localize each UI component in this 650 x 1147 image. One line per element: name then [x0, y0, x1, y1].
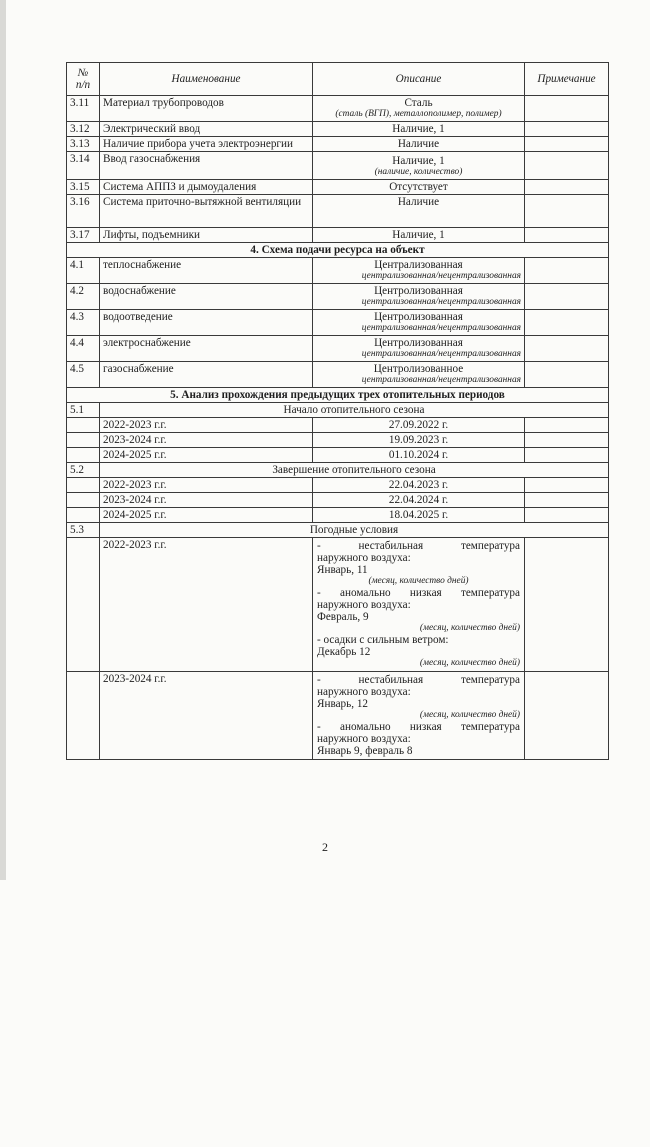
- table-row: [67, 137, 609, 152]
- subsection-title: Завершение отопительного сезона: [100, 463, 609, 478]
- row-value-cell: [313, 258, 525, 284]
- table-row: [67, 258, 609, 284]
- weather-cell: [313, 538, 525, 672]
- table-row: [67, 433, 609, 448]
- row-note: [525, 310, 609, 336]
- row-note: [525, 137, 609, 152]
- row-value: Центролизованное: [373, 363, 464, 375]
- row-note: [525, 508, 609, 523]
- row-num: 4.2: [67, 284, 100, 310]
- row-note: [525, 336, 609, 362]
- row-date: 18.04.2025 г.: [313, 508, 525, 523]
- header-desc: Описание: [313, 63, 525, 96]
- row-note: [525, 195, 609, 228]
- row-num: 4.3: [67, 310, 100, 336]
- row-value: Центролизованная: [374, 285, 463, 297]
- row-name: водоснабжение: [100, 284, 313, 310]
- section-4-title: 4. Схема подачи ресурса на объект: [67, 243, 609, 258]
- row-name: Наличие прибора учета электроэнергии: [100, 137, 313, 152]
- row-num: 4.1: [67, 258, 100, 284]
- row-note: [525, 418, 609, 433]
- row-num: 3.13: [67, 137, 100, 152]
- row-num: 3.11: [67, 96, 100, 122]
- row-name: теплоснабжение: [100, 258, 313, 284]
- row-hint: централизованная/нецентрализованная: [361, 271, 521, 281]
- row-hint: (сталь (ВГП), металлополимер, полимер): [335, 109, 502, 119]
- weather-hint: (месяц, количество дней): [368, 576, 469, 586]
- table-row: [67, 195, 609, 228]
- row-date: 27.09.2022 г.: [313, 418, 525, 433]
- subsection-title: Начало отопительного сезона: [100, 403, 609, 418]
- row-name: водоотведение: [100, 310, 313, 336]
- row-value-cell: [313, 96, 525, 122]
- row-note: [525, 362, 609, 388]
- row-period: 2023-2024 г.г.: [100, 672, 313, 760]
- weather-value: Январь, 12: [317, 698, 369, 710]
- table-row: [67, 228, 609, 243]
- table-row: [67, 284, 609, 310]
- row-value: Наличие, 1: [313, 122, 525, 137]
- subsection-row: [67, 463, 609, 478]
- row-num: [67, 448, 100, 463]
- row-value-cell: [313, 336, 525, 362]
- row-period: 2024-2025 г.г.: [100, 448, 313, 463]
- row-num: 4.4: [67, 336, 100, 362]
- row-period: 2024-2025 г.г.: [100, 508, 313, 523]
- weather-value: Февраль, 9: [317, 611, 369, 623]
- row-name: Система АППЗ и дымоудаления: [100, 180, 313, 195]
- row-note: [525, 152, 609, 180]
- row-num: [67, 508, 100, 523]
- row-value: Центролизованная: [374, 311, 463, 323]
- row-num: 3.15: [67, 180, 100, 195]
- row-num: [67, 672, 100, 760]
- weather-cell: [313, 672, 525, 760]
- weather-line: - аномально низкая температура: [317, 587, 520, 599]
- table-row: [67, 448, 609, 463]
- section-heading-row: [67, 388, 609, 403]
- row-value-cell: [313, 310, 525, 336]
- table-row: [67, 96, 609, 122]
- weather-value: Январь, 11: [317, 564, 368, 576]
- table-row: [67, 310, 609, 336]
- section-5-title: 5. Анализ прохождения предыдущих трех отопительных периодов: [67, 388, 609, 403]
- row-value: Наличие: [313, 137, 525, 152]
- weather-line: - нестабильная температура: [317, 674, 520, 686]
- row-num: 3.14: [67, 152, 100, 180]
- row-period: 2022-2023 г.г.: [100, 538, 313, 672]
- weather-value: Январь 9, февраль 8: [317, 745, 413, 757]
- row-num: 5.3: [67, 523, 100, 538]
- row-date: 22.04.2024 г.: [313, 493, 525, 508]
- subsection-title: Погодные условия: [100, 523, 609, 538]
- weather-hint: (месяц, количество дней): [419, 623, 520, 633]
- row-value: Отсутствует: [313, 180, 525, 195]
- row-name: Ввод газоснабжения: [100, 152, 313, 180]
- row-period: 2022-2023 г.г.: [100, 478, 313, 493]
- table-row: [67, 493, 609, 508]
- row-name: Материал трубопроводов: [100, 96, 313, 122]
- table-row: [67, 152, 609, 180]
- row-name: Система приточно-вытяжной вентиляции: [100, 195, 313, 228]
- row-value: Наличие, 1: [313, 228, 525, 243]
- weather-line: наружного воздуха:: [317, 552, 411, 564]
- row-num: 3.12: [67, 122, 100, 137]
- weather-line: наружного воздуха:: [317, 599, 411, 611]
- header-note: Примечание: [525, 63, 609, 96]
- table-row: [67, 508, 609, 523]
- row-date: 01.10.2024 г.: [313, 448, 525, 463]
- row-value-cell: [313, 362, 525, 388]
- weather-line: - нестабильная температура: [317, 540, 520, 552]
- row-note: [525, 284, 609, 310]
- table-row: [67, 672, 609, 760]
- row-note: [525, 538, 609, 672]
- table-row: [67, 122, 609, 137]
- row-name: электроснабжение: [100, 336, 313, 362]
- row-num: [67, 433, 100, 448]
- row-num: 5.1: [67, 403, 100, 418]
- row-hint: (наличие, количество): [374, 167, 463, 177]
- weather-value: Декабрь 12: [317, 646, 371, 658]
- row-note: [525, 258, 609, 284]
- table-row: [67, 180, 609, 195]
- row-note: [525, 478, 609, 493]
- row-value: Наличие, 1: [392, 155, 445, 167]
- row-value: Наличие: [313, 195, 525, 228]
- row-note: [525, 228, 609, 243]
- weather-line: наружного воздуха:: [317, 733, 411, 745]
- row-note: [525, 122, 609, 137]
- row-num: [67, 418, 100, 433]
- row-period: 2023-2024 г.г.: [100, 493, 313, 508]
- row-hint: централизованная/нецентрализованная: [361, 349, 521, 359]
- row-value: Централизованная: [374, 259, 463, 271]
- table-header: [67, 63, 609, 96]
- row-num: [67, 478, 100, 493]
- row-num: 4.5: [67, 362, 100, 388]
- weather-line: наружного воздуха:: [317, 686, 411, 698]
- row-note: [525, 180, 609, 195]
- row-num: 5.2: [67, 463, 100, 478]
- row-date: 22.04.2023 г.: [313, 478, 525, 493]
- weather-line: - аномально низкая температура: [317, 721, 520, 733]
- row-num: 3.16: [67, 195, 100, 228]
- row-date: 19.09.2023 г.: [313, 433, 525, 448]
- weather-line: - осадки с сильным ветром:: [317, 634, 449, 646]
- subsection-row: [67, 403, 609, 418]
- header-name: Наименование: [100, 63, 313, 96]
- row-note: [525, 96, 609, 122]
- row-name: газоснабжение: [100, 362, 313, 388]
- section-heading-row: [67, 243, 609, 258]
- row-note: [525, 433, 609, 448]
- row-note: [525, 493, 609, 508]
- table-row: [67, 362, 609, 388]
- weather-hint: (месяц, количество дней): [419, 658, 520, 668]
- row-value: Сталь: [404, 97, 433, 109]
- row-name: Электрический ввод: [100, 122, 313, 137]
- header-num: № п/п: [67, 63, 100, 96]
- row-value-cell: [313, 152, 525, 180]
- row-hint: централизованная/нецентрализованная: [361, 375, 521, 385]
- page-number: 2: [322, 840, 328, 854]
- table-row: [67, 478, 609, 493]
- facility-table: [66, 62, 609, 760]
- row-note: [525, 448, 609, 463]
- subsection-row: [67, 523, 609, 538]
- table-row: [67, 538, 609, 672]
- table-row: [67, 336, 609, 362]
- row-period: 2022-2023 г.г.: [100, 418, 313, 433]
- row-value-cell: [313, 284, 525, 310]
- row-period: 2023-2024 г.г.: [100, 433, 313, 448]
- row-value: Центролизованная: [374, 337, 463, 349]
- row-num: 3.17: [67, 228, 100, 243]
- row-hint: централизованная/нецентрализованная: [361, 323, 521, 333]
- table-row: [67, 418, 609, 433]
- row-note: [525, 672, 609, 760]
- row-name: Лифты, подъемники: [100, 228, 313, 243]
- row-num: [67, 538, 100, 672]
- row-num: [67, 493, 100, 508]
- row-hint: централизованная/нецентрализованная: [361, 297, 521, 307]
- weather-hint: (месяц, количество дней): [419, 710, 520, 720]
